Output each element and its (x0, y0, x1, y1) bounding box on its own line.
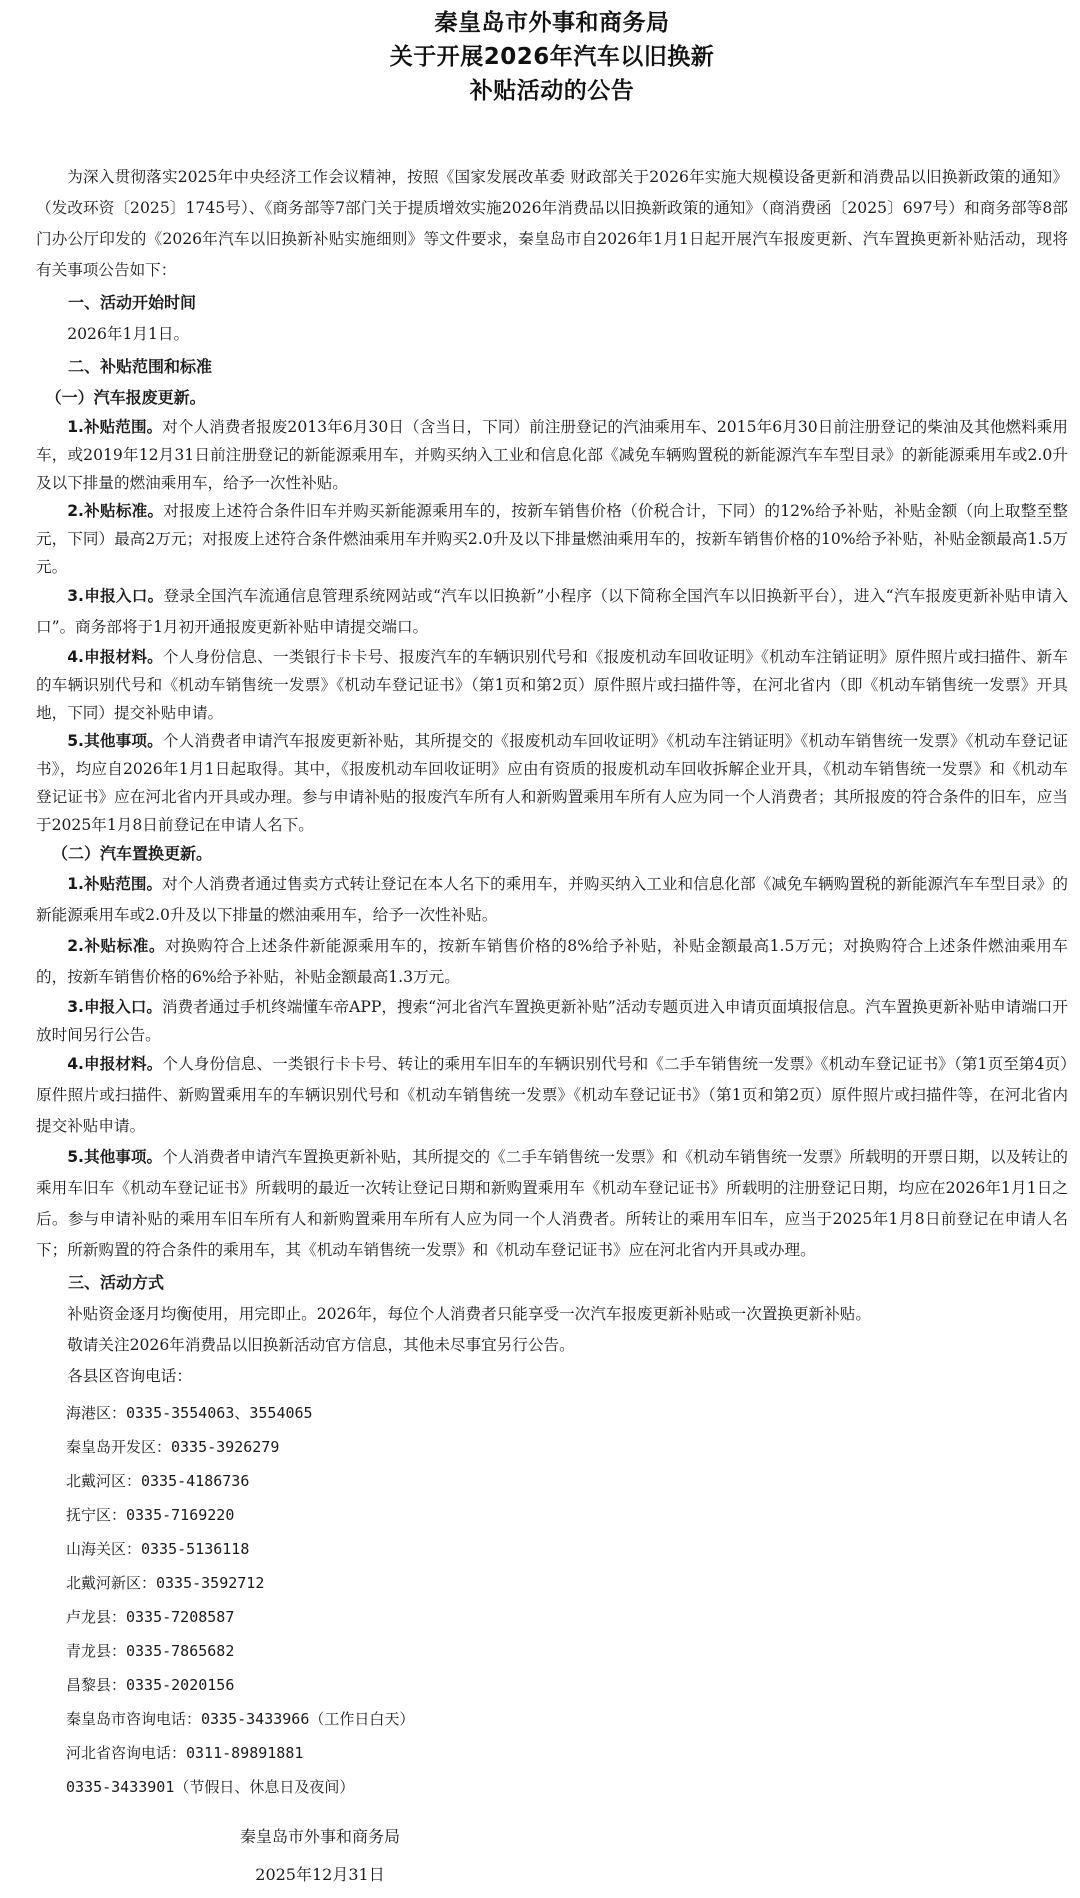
signature-org: 秦皇岛市外事和商务局 (239, 1827, 400, 1846)
replace-item-2-label: 2.补贴标准。 (67, 937, 165, 955)
section-3-line-2: 敬请关注2026年消费品以旧换新活动官方信息，其他未尽事宜另行公告。 (67, 1336, 575, 1354)
replace-item-1-text: 对个人消费者通过售卖方式转让登记在本人名下的乘用车，并购买纳入工业和信息化部《减免车辆购置税的新能源汽车车型目录》的新能源乘用车或2.0升及以下排量的燃油乘用车，给予一次性补贴。 (36, 875, 1068, 924)
replace-item-3-text: 消费者通过手机终端懂车帝APP，搜索“河北省汽车置换更新补贴”活动专题页进入申请页面填报信息。汽车置换更新补贴申请端口开放时间另行公告。 (36, 998, 1068, 1044)
section-1-heading: 一、活动开始时间 (68, 293, 197, 312)
scrap-item-3-label: 3.申报入口。 (67, 587, 164, 605)
replace-item-2-text: 对换购符合上述条件新能源乘用车的，按新车销售价格的8%给予补贴，补贴金额最高1.5万元；对换购符合上述条件燃油乘用车的，按新车销售价格的6%给予补贴，补贴金额最高1.3万元。 (36, 937, 1068, 986)
section-3-heading: 三、活动方式 (68, 1273, 165, 1292)
replace-item-1 (36, 869, 1068, 931)
replace-item-1-label: 1.补贴范围。 (67, 875, 163, 893)
scrap-item-4-label: 4.申报材料。 (67, 648, 163, 666)
phone-haigang: 海港区：0335-3554063、3554065 (66, 1404, 313, 1422)
section-3-line-1: 补贴资金逐月均衡使用，用完即止。2026年，每位个人消费者只能享受一次汽车报废更新补贴或一次置换更新补贴。 (67, 1305, 871, 1323)
scrap-item-2 (36, 497, 1068, 581)
scrap-item-3-text: 登录全国汽车流通信息管理系统网站或“汽车以旧换新”小程序（以下简称全国汽车以旧换新平台），进入“汽车报废更新补贴申请入口”。商务部将于1月初开通报废更新补贴申请提交端口。 (36, 587, 1068, 636)
replace-item-4-label: 4.申报材料。 (67, 1055, 163, 1073)
scrap-item-2-label: 2.补贴标准。 (67, 502, 164, 520)
title-line-1: 秦皇岛市外事和商务局 (434, 10, 670, 36)
intro-paragraph: 为深入贯彻落实2025年中央经济工作会议精神，按照《国家发展改革委 财政部关于2026年实施大规模设备更新和消费品以旧换新政策的通知》（发改环资〔2025〕1745号）、《商务部等7部门关于提质增效实施2026年消费品以旧换新政策的通知》（商消费函〔2025〕697号）和商务部等8部门办公厅印发的《2026年汽车以旧换新补贴实施细则》等文件要求，秦皇岛市自2026年1月1日起开展汽车报废更新、汽车置换更新补贴活动，现将有关事项公告如下： (36, 168, 1068, 279)
replace-item-5-label: 5.其他事项。 (67, 1148, 163, 1166)
phone-lulong: 卢龙县：0335-7208587 (66, 1608, 235, 1626)
replace-item-4-text: 个人身份信息、一类银行卡卡号、转让的乘用车旧车的车辆识别代号和《二手车销售统一发票》《机动车登记证书》（第1页至第4页）原件照片或扫描件、新购置乘用车的车辆识别代号和《机动车销售统一发票》《机动车登记证书》（第1页和第2页）原件照片或扫描件等，在河北省内提交补贴申请。 (36, 1055, 1068, 1135)
phone-beidaihe-xinqu: 北戴河新区：0335-3592712 (66, 1574, 265, 1592)
title-line-3: 补贴活动的公告 (469, 78, 635, 104)
replace-item-4 (36, 1049, 1068, 1142)
phone-shanhaiguan: 山海关区：0335-5136118 (66, 1540, 250, 1558)
section-2-heading: 二、补贴范围和标准 (68, 357, 213, 376)
scrap-item-1-label: 1.补贴范围。 (67, 418, 163, 436)
scrap-item-4-text: 个人身份信息、一类银行卡卡号、报废汽车的车辆识别代号和《报废机动车回收证明》《机动车注销证明》原件照片或扫描件、新车的车辆识别代号和《机动车销售统一发票》《机动车登记证书》（第1页和第2页）原件照片或扫描件等，在河北省内（即《机动车销售统一发票》开具地，下同）提交补贴申请。 (36, 648, 1068, 722)
scrap-item-1 (36, 413, 1068, 497)
signature-block (0, 1818, 640, 1894)
title-line-2: 关于开展2026年汽车以旧换新 (389, 44, 715, 70)
phone-changli: 昌黎县：0335-2020156 (66, 1676, 235, 1694)
scrap-item-3 (36, 581, 1068, 643)
scrap-item-1-text: 对个人消费者报废2013年6月30日（含当日，下同）前注册登记的汽油乘用车、2015年6月30日前注册登记的柴油及其他燃料乘用车，或2019年12月31日前注册登记的新能源乘用车，并购买纳入工业和信息化部《减免车辆购置税的新能源汽车车型目录》的新能源乘用车或2.0升及以下排量的燃油乘用车，给予一次性补贴。 (36, 418, 1068, 492)
scrap-update-heading: （一）汽车报废更新。 (45, 388, 206, 407)
scrap-item-5 (36, 727, 1068, 839)
phone-holiday-hotline: 0335-3433901（节假日、休息日及夜间） (66, 1778, 355, 1796)
scrap-item-2-text: 对报废上述符合条件旧车并购买新能源乘用车的，按新车销售价格（价税合计，下同）的12%给予补贴，补贴金额（向上取整至整元，下同）最高2万元；对报废上述符合条件燃油乘用车并购买2.0升及以下排量燃油乘用车的，按新车销售价格的10%给予补贴，补贴金额最高1.5万元。 (36, 502, 1068, 576)
phone-beidaihe: 北戴河区：0335-4186736 (66, 1472, 250, 1490)
replace-item-5-text: 个人消费者申请汽车置换更新补贴，其所提交的《二手车销售统一发票》和《机动车销售统一发票》所载明的开票日期，以及转让的乘用车旧车《机动车登记证书》所载明的最近一次转让登记日期和新购置乘用车《机动车登记证书》所载明的注册登记日期，均应在2026年1月1日之后。参与申请补贴的乘用车旧车所有人和新购置乘用车所有人应为同一个人消费者。所转让的乘用车旧车，应当于2025年1月8日前登记在申请人名下；所新购置的符合条件的乘用车，其《机动车销售统一发票》和《机动车登记证书》应在河北省内开具或办理。 (36, 1148, 1068, 1259)
replace-update-heading: （二）汽车置换更新。 (52, 844, 213, 863)
section-1-content: 2026年1月1日。 (67, 325, 190, 343)
replace-item-5 (36, 1142, 1068, 1266)
phone-kaifaqu: 秦皇岛开发区：0335-3926279 (66, 1438, 280, 1456)
document-title (36, 6, 1068, 108)
scrap-item-4 (36, 643, 1068, 727)
replace-item-3-label: 3.申报入口。 (67, 998, 162, 1016)
phone-list (36, 1396, 1068, 1804)
replace-item-2 (36, 931, 1068, 993)
signature-date: 2025年12月31日 (255, 1865, 385, 1884)
phone-qinglong: 青龙县：0335-7865682 (66, 1642, 235, 1660)
scrap-item-5-label: 5.其他事项。 (67, 732, 163, 750)
phone-province-hotline: 河北省咨询电话：0311-89891881 (66, 1744, 304, 1762)
phone-city-hotline: 秦皇岛市咨询电话：0335-3433966（工作日白天） (66, 1710, 415, 1728)
phone-funing: 抚宁区：0335-7169220 (66, 1506, 235, 1524)
replace-item-3 (36, 993, 1068, 1049)
section-3-line-3: 各县区咨询电话： (67, 1367, 192, 1385)
scrap-item-5-text: 个人消费者申请汽车报废更新补贴，其所提交的《报废机动车回收证明》《机动车注销证明》《机动车销售统一发票》《机动车登记证书》，均应自2026年1月1日起取得。其中，《报废机动车回收证明》应由有资质的报废机动车回收拆解企业开具，《机动车销售统一发票》和《机动车登记证书》应在河北省内开具或办理。参与申请补贴的报废汽车所有人和新购置乘用车所有人应为同一个人消费者；其所报废的符合条件的旧车，应当于2025年1月8日前登记在申请人名下。 (36, 732, 1068, 834)
